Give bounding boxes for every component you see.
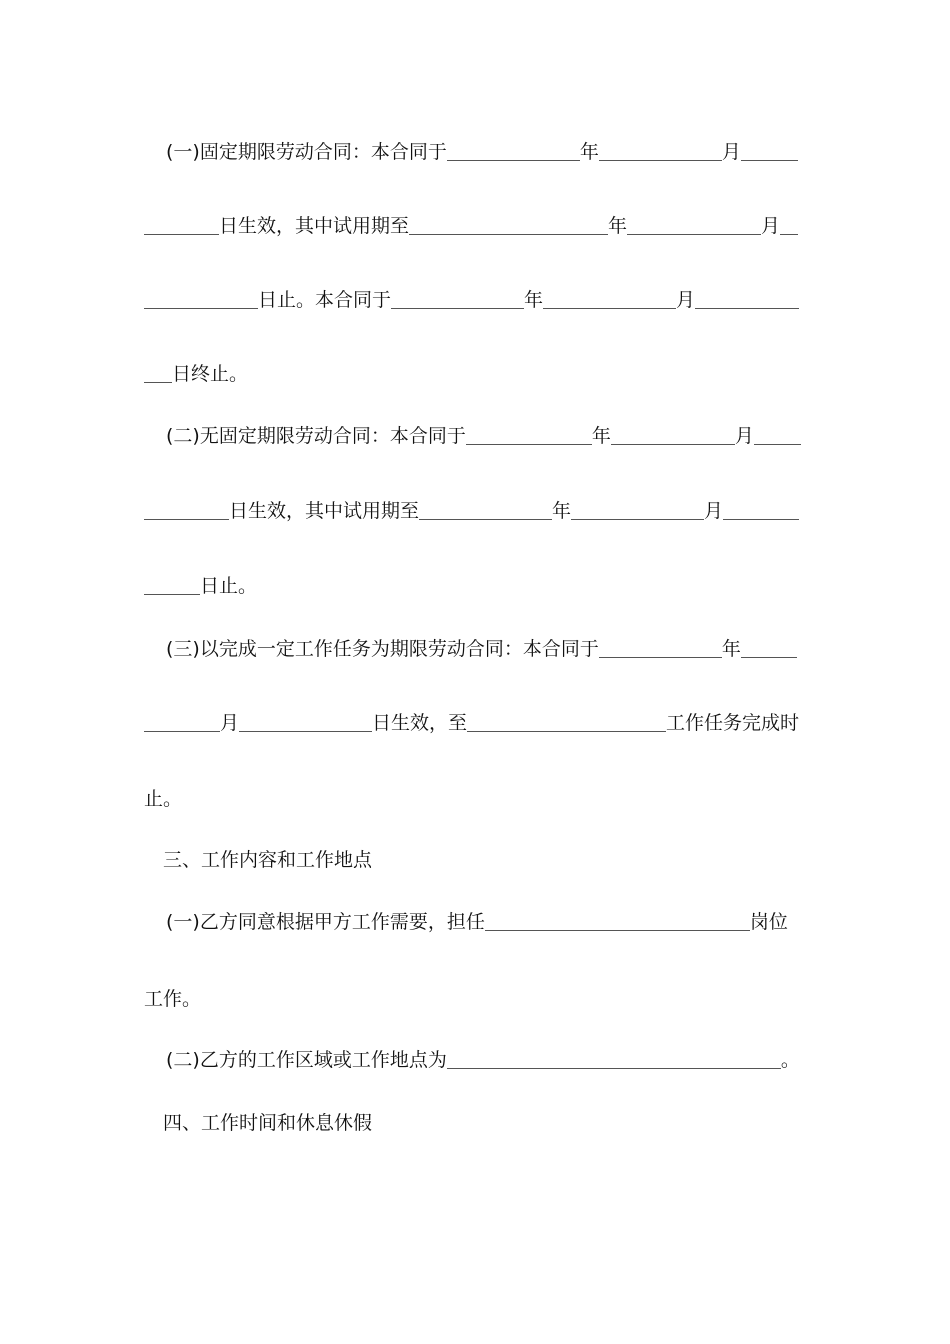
year-label: 年 xyxy=(608,215,628,237)
open-probation-end-day-blank[interactable] xyxy=(723,515,799,520)
work-location-line xyxy=(144,1044,806,1074)
task-start-year-blank[interactable] xyxy=(599,653,722,658)
contract-term-task-line-2 xyxy=(144,707,806,737)
section-heading-work-hours xyxy=(144,1107,806,1137)
effective-probation-label: 日生效，其中试用期至 xyxy=(229,500,420,522)
year-label: 年 xyxy=(721,638,741,660)
year-label: 年 xyxy=(552,500,572,522)
location-clause-label: (二)乙方的工作区域或工作地点为 xyxy=(166,1049,447,1071)
work-location-blank[interactable] xyxy=(447,1064,781,1069)
fixed-term-clause-label: (一)固定期限劳动合同：本合同于 xyxy=(166,141,447,163)
task-term-clause-label: (三)以完成一定工作任务为期限劳动合同：本合同于 xyxy=(166,638,599,660)
end-year-blank[interactable] xyxy=(391,304,524,309)
position-label: 岗位 xyxy=(749,911,788,933)
start-year-blank[interactable] xyxy=(447,156,580,161)
task-complete-label: 工作任务完成时 xyxy=(666,712,800,734)
contract-term-open-line-2 xyxy=(144,495,806,525)
contract-term-fixed-line-1 xyxy=(144,136,806,166)
month-label: 月 xyxy=(220,712,240,734)
open-term-clause-label: (二)无固定期限劳动合同：本合同于 xyxy=(166,425,466,447)
probation-end-year-blank[interactable] xyxy=(409,230,608,235)
start-day-blank-cont[interactable] xyxy=(144,230,219,235)
end-day-blank-cont[interactable] xyxy=(144,378,172,383)
open-probation-end-month-blank[interactable] xyxy=(571,515,704,520)
work-position-line-2 xyxy=(144,983,806,1013)
position-clause-label: (一)乙方同意根据甲方工作需要，担任 xyxy=(166,911,485,933)
open-start-month-blank[interactable] xyxy=(611,440,735,445)
end-clause-label: 日止。本合同于 xyxy=(258,289,392,311)
contract-term-open-line-1 xyxy=(144,420,806,450)
probation-end-day-blank-cont[interactable] xyxy=(144,304,258,309)
section-heading-text: 三、工作内容和工作地点 xyxy=(163,849,373,871)
task-start-month-blank[interactable] xyxy=(741,653,797,658)
contract-term-open-line-3 xyxy=(144,570,806,600)
end-label: 日止。 xyxy=(200,575,258,597)
position-blank[interactable] xyxy=(485,926,750,931)
open-start-day-blank[interactable] xyxy=(754,440,801,445)
termination-label: 日终止。 xyxy=(172,363,249,385)
open-start-day-blank-cont[interactable] xyxy=(144,515,229,520)
effective-until-label: 日生效，至 xyxy=(372,712,468,734)
period-mark: 。 xyxy=(780,1049,800,1071)
start-month-blank[interactable] xyxy=(599,156,722,161)
contract-term-fixed-line-2 xyxy=(144,210,806,240)
open-probation-end-day-blank-cont[interactable] xyxy=(144,590,200,595)
contract-term-fixed-line-3 xyxy=(144,284,806,314)
year-label: 年 xyxy=(591,425,611,447)
work-position-line xyxy=(144,906,806,936)
month-label: 月 xyxy=(761,215,781,237)
month-label: 月 xyxy=(734,425,754,447)
month-label: 月 xyxy=(704,500,724,522)
probation-end-month-blank[interactable] xyxy=(627,230,761,235)
end-label: 止。 xyxy=(144,788,183,810)
contract-term-task-line-3 xyxy=(144,783,806,813)
year-label: 年 xyxy=(579,141,599,163)
effective-probation-label: 日生效，其中试用期至 xyxy=(219,215,410,237)
task-start-month-blank-cont[interactable] xyxy=(144,727,220,732)
task-start-day-blank[interactable] xyxy=(239,727,372,732)
probation-end-day-blank[interactable] xyxy=(780,230,798,235)
task-description-blank[interactable] xyxy=(467,727,666,732)
open-start-year-blank[interactable] xyxy=(466,440,592,445)
section-heading-work-content xyxy=(144,844,806,874)
section-heading-text: 四、工作时间和休息休假 xyxy=(163,1112,373,1134)
work-label: 工作。 xyxy=(144,988,202,1010)
end-month-blank[interactable] xyxy=(543,304,676,309)
start-day-blank[interactable] xyxy=(741,156,798,161)
year-label: 年 xyxy=(524,289,544,311)
month-label: 月 xyxy=(721,141,741,163)
end-day-blank[interactable] xyxy=(695,304,799,309)
contract-term-fixed-line-4 xyxy=(144,358,806,388)
open-probation-end-year-blank[interactable] xyxy=(419,515,552,520)
month-label: 月 xyxy=(676,289,696,311)
contract-term-task-line-1 xyxy=(144,633,806,663)
